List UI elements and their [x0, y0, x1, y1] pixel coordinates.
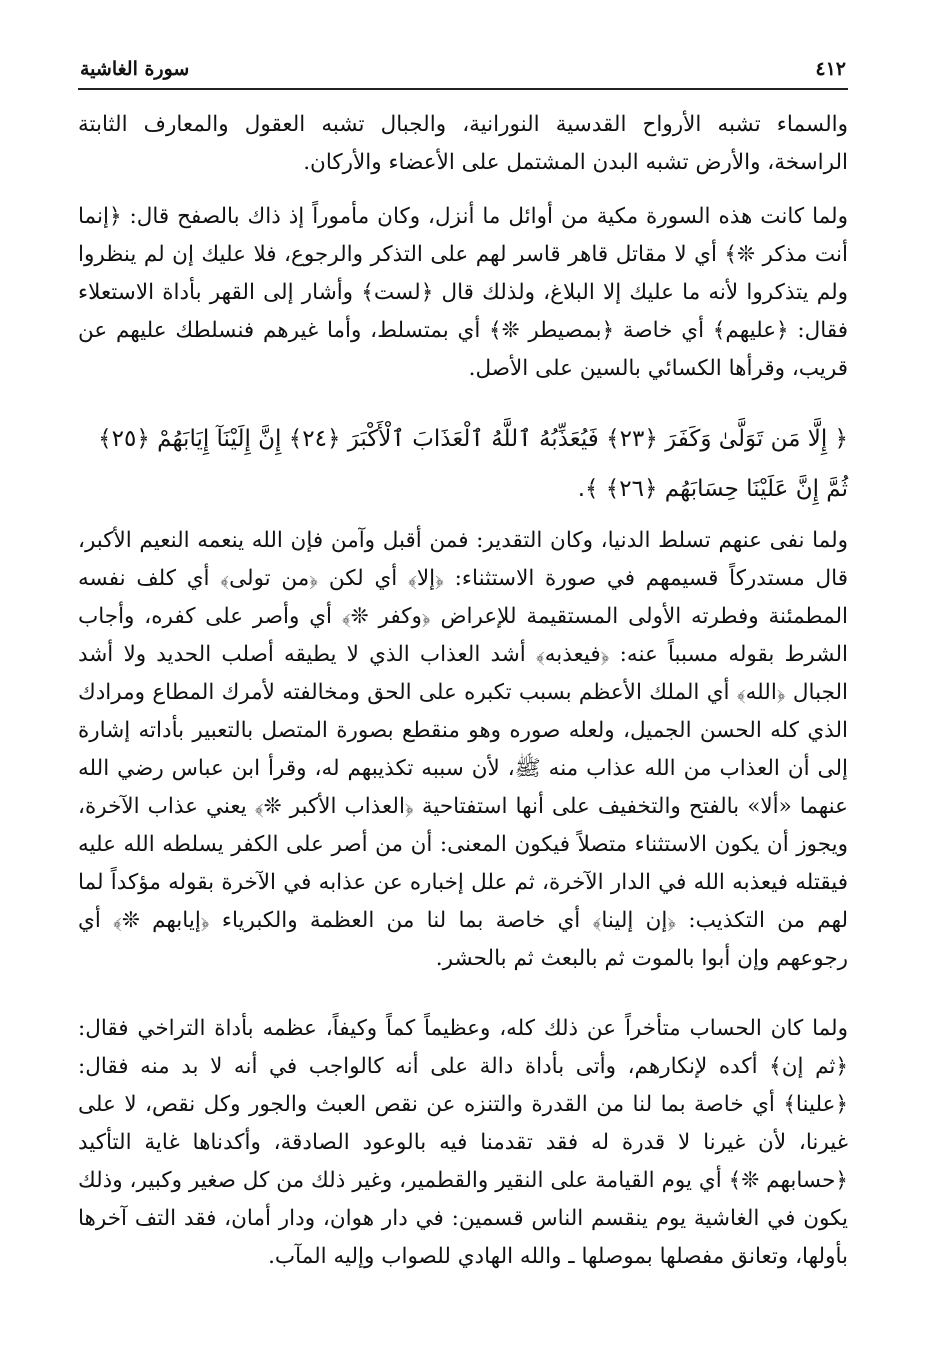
paragraph-3: ولما نفى عنهم تسلط الدنيا، وكان التقدير: فمن أقبل وآمن فإن الله ينعمه النعيم الأكبر، قال مستدركاً قسيمهم في صورة الاستثناء: ﴿إلا﴾ أي لكن ﴿من تولى﴾ أي كلف نفسه المطمئنة وفطرته الأولى المستقيمة للإعراض ﴿وكفر ❊﴾ أي وأصر على كفره، وأجاب الشرط بقوله مسبباً عنه: ﴿فيعذبه﴾ أشد العذاب الذي لا يطيقه أصلب الحديد ولا أشد الجبال ﴿الله﴾ أي الملك الأعظم بسبب تكبره على الحق ومخالفته لأمرك المطاع ومرادك الذي كله الحسن الجميل، ولعله صوره وهو منقطع بصورة المتصل بالتعبير بأداته إشارة إلى أن العذاب من الله عذاب منه ﷺ، لأن سببه تكذيبهم له، وقرأ ابن عباس رضي الله عنهما «ألا» بالفتح والتخفيف على أنها استفتاحية ﴿العذاب الأكبر ❊﴾ يعني عذاب الآخرة، ويجوز أن يكون الاستثناء متصلاً فيكون المعنى: أن من أصر على الكفر يسلطه الله عليه فيقتله فيعذبه الله في الدار الآخرة، ثم علل إخباره عن عذابه في الآخرة بقوله مؤكداً لما لهم من التكذيب: ﴿إن إلينا﴾ أي خاصة بما لنا من العظمة والكبرياء ﴿إيابهم ❊﴾ أي رجوعهم وإن أبوا بالموت ثم بالبعث ثم بالحشر.: [78, 528, 848, 971]
surah-title: سورة الغاشية: [80, 58, 190, 80]
paragraph-2: ولما كانت هذه السورة مكية من أوائل ما أنزل، وكان مأموراً إذ ذاك بالصفح قال: ﴿إنما أنت مذكر ❊﴾ أي لا مقاتل قاهر قاسر لهم على التذكر والرجوع، فلا عليك إن لم ينظروا ولم يتذكروا لأنه ما عليك إلا البلاغ، ولذلك قال ﴿لست﴾ وأشار إلى القهر بأداة الاستعلاء فقال: ﴿عليهم﴾ أي خاصة ﴿بمصيطر ❊﴾ أي بمتسلط، وأما غيرهم فنسلطك عليهم عن قريب، وقرأها الكسائي بالسين على الأصل.: [78, 204, 848, 381]
paragraph-1: والسماء تشبه الأرواح القدسية النورانية، والجبال تشبه العقول والمعارف الثابتة الراسخة، والأرض تشبه البدن المشتمل على الأعضاء والأركان.: [78, 112, 848, 175]
paragraph-4: ولما كان الحساب متأخراً عن ذلك كله، وعظيماً كماً وكيفاً، عظمه بأداة التراخي فقال: ﴿ثم إن﴾ أكده لإنكارهم، وأتى بأداة دالة على أنه كالواجب في أنه لا بد منه فقال: ﴿علينا﴾ أي خاصة بما لنا من القدرة والتنزه عن نقص العبث والجور وكل نقص، لا على غيرنا، لأن غيرنا لا قدرة له فقد تقدمنا فيه بالوعود الصادقة، وأكدناها غاية التأكيد ﴿حسابهم ❊﴾ أي يوم القيامة على النقير والقطمير، وغير ذلك من كل صغير وكبير، وذلك يكون في الغاشية يوم ينقسم الناس قسمين: في دار هوان، ودار أمان، فقد التف آخرها بأولها، وتعانق مفصلها بموصلها ـ والله الهادي للصواب وإليه المآب.: [78, 1016, 848, 1269]
page-header: [78, 52, 848, 90]
page-number: ٤١٢: [815, 58, 846, 80]
quran-verse-block: ﴿ إِلَّا مَن تَوَلَّىٰ وَكَفَرَ ﴿٢٣﴾ فَيُعَذِّبُهُ ٱللَّهُ ٱلْعَذَابَ ٱلْأَكْبَرَ ﴿٢٤﴾ إِنَّ إِلَيْنَآ إِيَابَهُمْ ﴿٢٥﴾ ثُمَّ إِنَّ عَلَيْنَا حِسَابَهُم ﴿٢٦﴾ ﴾.: [98, 426, 848, 502]
